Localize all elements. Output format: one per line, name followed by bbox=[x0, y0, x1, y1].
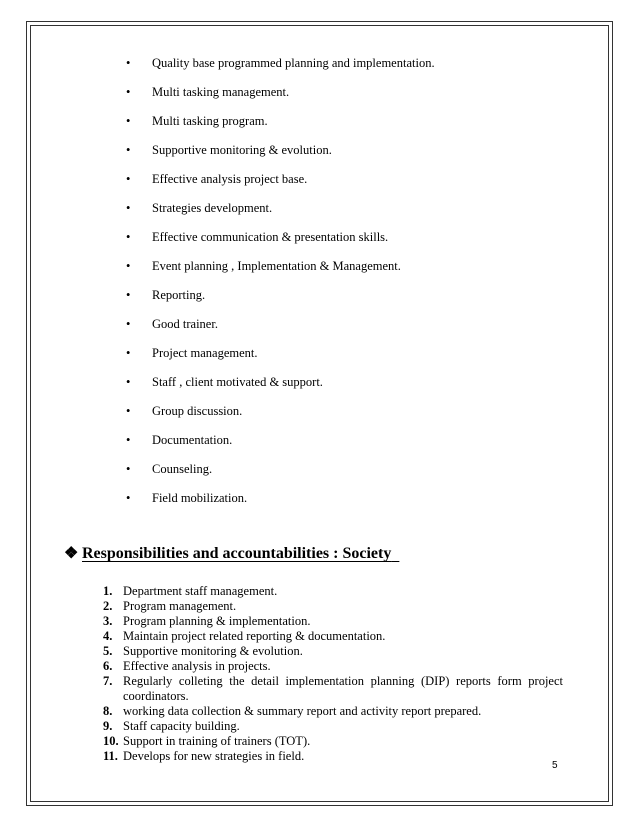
list-item: 10. Support in training of trainers (TOT). bbox=[103, 734, 311, 748]
page-number: 5 bbox=[552, 760, 558, 771]
bullet-icon: • bbox=[126, 201, 131, 215]
list-item: 8. working data collection & summary report and activity report prepared. bbox=[103, 704, 482, 718]
bullet-icon: • bbox=[126, 375, 131, 389]
responsibilities-list bbox=[103, 584, 563, 764]
list-item: 1. Department staff management. bbox=[103, 584, 278, 598]
bullet-icon: • bbox=[126, 288, 131, 302]
bullet-icon: • bbox=[126, 404, 131, 418]
list-item: 7. Regularly colleting the detail implementation planning (DIP) reports form project coordinators. bbox=[103, 674, 563, 703]
bullet-icon: • bbox=[126, 114, 131, 128]
diamond-bullet-icon: ❖ bbox=[64, 545, 79, 562]
list-item: 2. Program management. bbox=[103, 599, 237, 613]
bullet-icon: • bbox=[126, 317, 131, 331]
bullet-icon: • bbox=[126, 462, 131, 476]
bullet-icon: • bbox=[126, 259, 131, 273]
bullet-icon: • bbox=[126, 143, 131, 157]
bullet-icon: • bbox=[126, 230, 131, 244]
list-item: 9. Staff capacity building. bbox=[103, 719, 240, 733]
list-item: 6. Effective analysis in projects. bbox=[103, 659, 271, 673]
list-item: 4. Maintain project related reporting & documentation. bbox=[103, 629, 386, 643]
bullet-icon: • bbox=[126, 85, 131, 99]
section-heading bbox=[64, 543, 399, 565]
bullet-icon: • bbox=[126, 172, 131, 186]
bullet-icon: • bbox=[126, 433, 131, 447]
list-item: 11. Develops for new strategies in field. bbox=[103, 749, 305, 763]
bullet-icon: • bbox=[126, 56, 131, 70]
list-item: 5. Supportive monitoring & evolution. bbox=[103, 644, 303, 658]
list-item: 3. Program planning & implementation. bbox=[103, 614, 311, 628]
section-title: Responsibilities and accountabilities : Society bbox=[82, 545, 392, 562]
bullet-icon: • bbox=[126, 346, 131, 360]
bullet-icon: • bbox=[126, 491, 131, 505]
